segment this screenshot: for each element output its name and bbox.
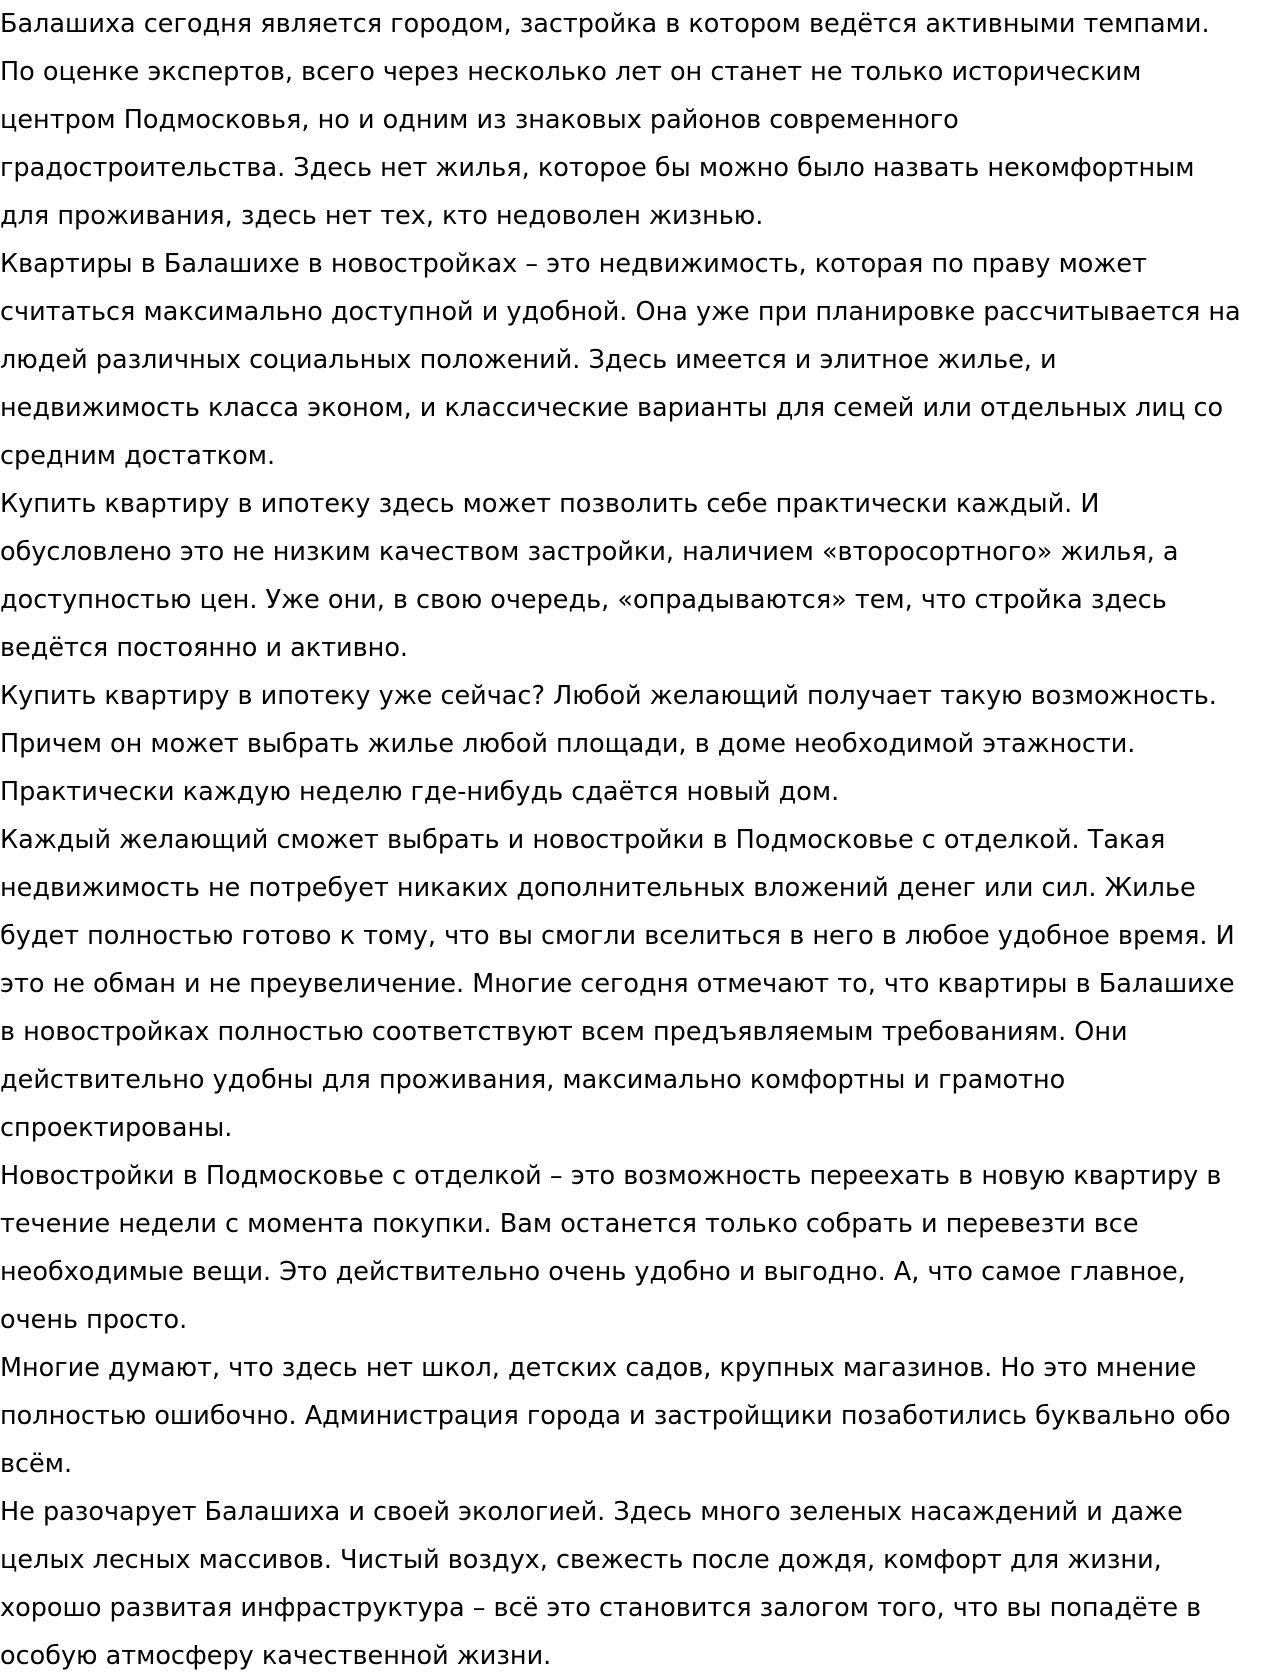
text-line: ведётся постоянно и активно. (0, 633, 409, 663)
paragraph-ecology (0, 1488, 1268, 1680)
text-line: Квартиры в Балашихе в новостройках – это недвижимость, которая по праву может (0, 249, 1147, 279)
text-line: средним достатком. (0, 441, 276, 471)
text-line: Причем он может выбрать жилье любой площади, в доме необходимой этажности. (0, 729, 1136, 759)
text-line: недвижимость класса эконом, и классические варианты для семей или отдельных лиц со (0, 393, 1224, 423)
text-line: Новостройки в Подмосковье с отделкой – это возможность переехать в новую квартиру в (0, 1161, 1222, 1191)
paragraph-infrastructure (0, 1344, 1268, 1488)
text-line: Многие думают, что здесь нет школ, детских садов, крупных магазинов. Но это мнение (0, 1353, 1197, 1383)
text-line: спроектированы. (0, 1113, 233, 1143)
text-line: Не разочарует Балашиха и своей экологией. Здесь много зеленых насаждений и даже (0, 1497, 1183, 1527)
paragraph-apartments (0, 240, 1268, 480)
paragraph-move-in (0, 1152, 1268, 1344)
text-line: целых лесных массивов. Чистый воздух, свежесть после дождя, комфорт для жизни, (0, 1545, 1162, 1575)
paragraph-finishing (0, 816, 1268, 1152)
text-line: для проживания, здесь нет тех, кто недоволен жизнью. (0, 201, 764, 231)
text-line: недвижимость не потребует никаких дополнительных вложений денег или сил. Жилье (0, 873, 1196, 903)
text-line: доступностью цен. Уже они, в свою очередь, «опрадываются» тем, что стройка здесь (0, 585, 1167, 615)
text-line: Практически каждую неделю где-нибудь сдаётся новый дом. (0, 777, 840, 807)
paragraph-mortgage-now (0, 672, 1268, 816)
text-line: Каждый желающий сможет выбрать и новостройки в Подмосковье с отделкой. Такая (0, 825, 1166, 855)
text-line: Купить квартиру в ипотеку здесь может позволить себе практически каждый. И (0, 489, 1100, 519)
text-line: течение недели с момента покупки. Вам останется только собрать и перевезти все (0, 1209, 1139, 1239)
text-line: особую атмосферу качественной жизни. (0, 1641, 552, 1671)
text-line: полностью ошибочно. Администрация города и застройщики позаботились буквально обо (0, 1401, 1231, 1431)
paragraph-intro (0, 0, 1268, 240)
text-line: центром Подмосковья, но и одним из знаковых районов современного (0, 105, 959, 135)
text-line: считаться максимально доступной и удобной. Она уже при планировке рассчитывается на (0, 297, 1241, 327)
text-line: По оценке экспертов, всего через несколько лет он станет не только историческим (0, 57, 1142, 87)
text-line: Купить квартиру в ипотеку уже сейчас? Любой желающий получает такую возможность. (0, 681, 1217, 711)
text-line: Балашиха сегодня является городом, застройка в котором ведётся активными темпами. (0, 9, 1210, 39)
text-line: всём. (0, 1449, 73, 1479)
text-line: градостроительства. Здесь нет жилья, которое бы можно было назвать некомфортным (0, 153, 1195, 183)
text-line: в новостройках полностью соответствуют всем предъявляемым требованиям. Они (0, 1017, 1128, 1047)
text-line: очень просто. (0, 1305, 188, 1335)
text-line: обусловлено это не низким качеством застройки, наличием «второсортного» жилья, а (0, 537, 1179, 567)
text-line: действительно удобны для проживания, максимально комфортны и грамотно (0, 1065, 1066, 1095)
text-line: необходимые вещи. Это действительно очень удобно и выгодно. А, что самое главное, (0, 1257, 1186, 1287)
text-line: будет полностью готово к тому, что вы смогли вселиться в него в любое удобное время. И (0, 921, 1235, 951)
text-line: людей различных социальных положений. Здесь имеется и элитное жилье, и (0, 345, 1057, 375)
text-line: это не обман и не преувеличение. Многие сегодня отмечают то, что квартиры в Балашихе (0, 969, 1235, 999)
text-line: хорошо развитая инфраструктура – всё это становится залогом того, что вы попадёте в (0, 1593, 1202, 1623)
paragraph-mortgage (0, 480, 1268, 672)
